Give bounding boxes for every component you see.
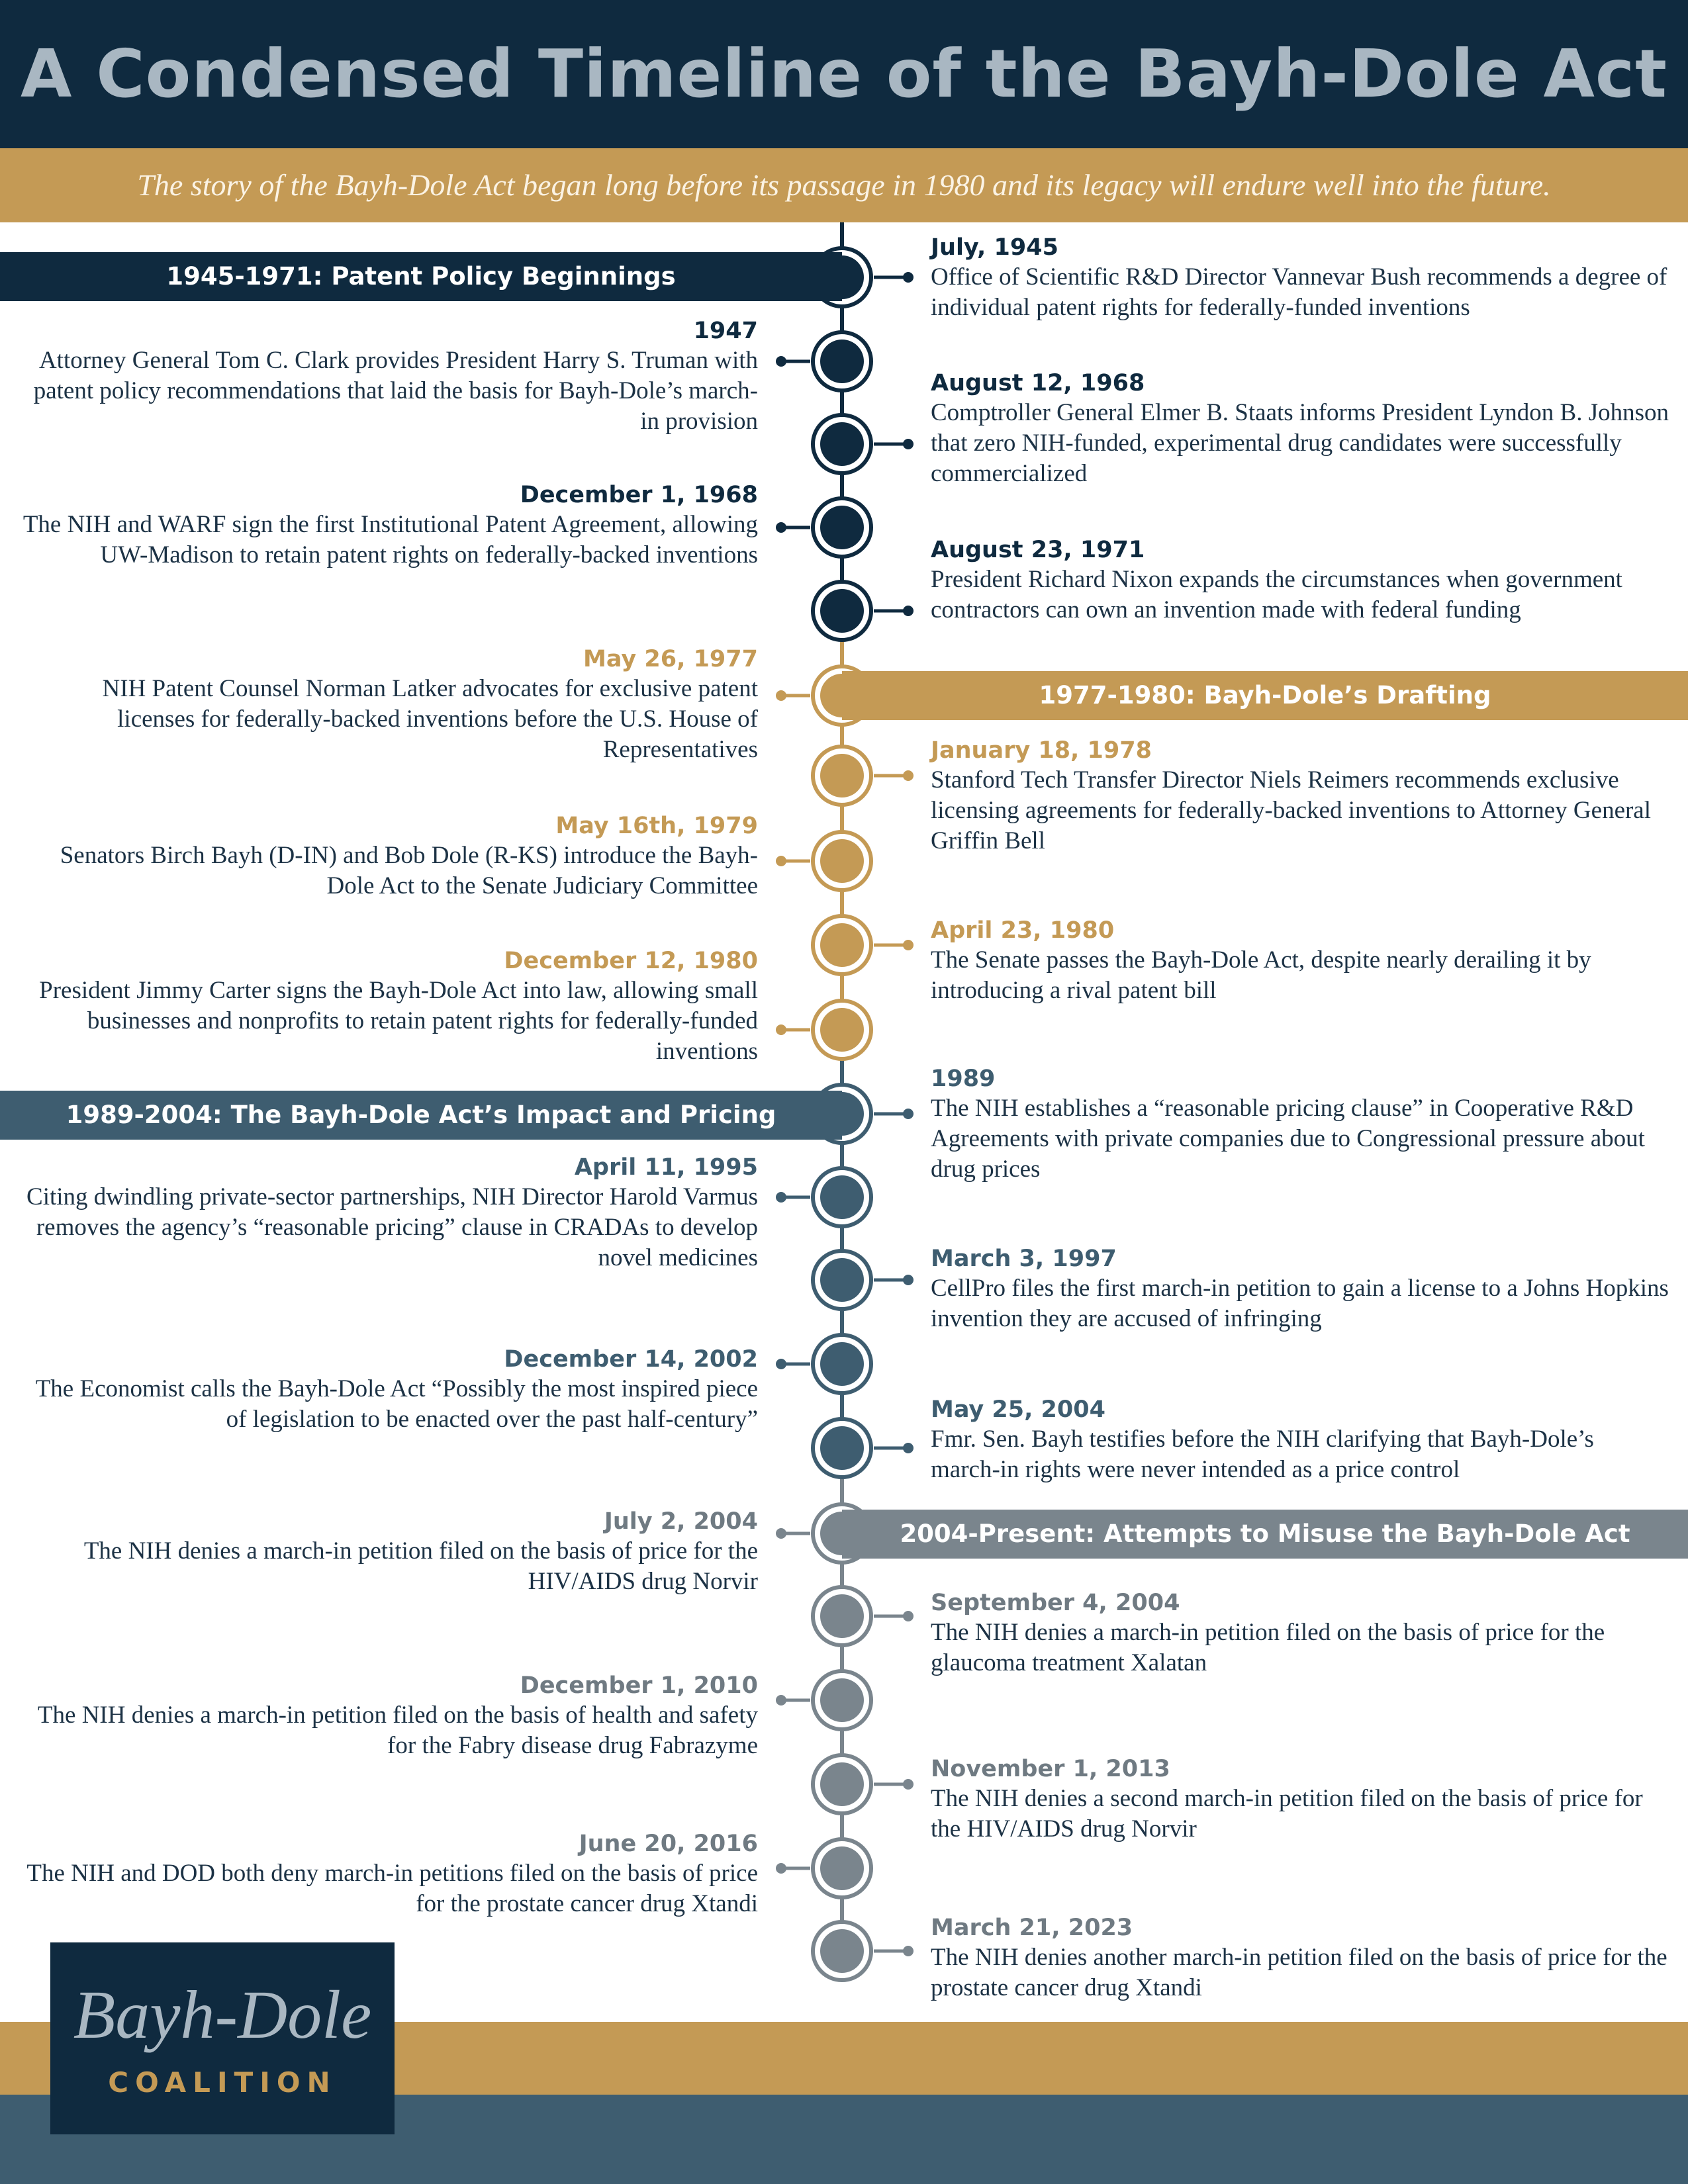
connector-dot — [776, 1024, 786, 1035]
entry-date: December 1, 2010 — [520, 1672, 758, 1699]
connector-dot — [903, 439, 914, 449]
entry-text: President Jimmy Carter signs the Bayh-Dole Act into law, allowing small businesses and nonprofits to retain patent rights for federally-funded inventions — [39, 977, 758, 1065]
connector-dot — [776, 1863, 786, 1874]
logo-subtitle: COALITION — [108, 2066, 337, 2099]
entry-text: President Richard Nixon expands the circumstances when government contractors can own an invention made with federal funding — [931, 566, 1622, 623]
entry-text: Attorney General Tom C. Clark provides President Harry S. Truman with patent policy recommendations that laid the basis for Bayh-Dole’s march-in provision — [33, 347, 758, 435]
timeline-node — [820, 839, 864, 883]
entry-date: March 21, 2023 — [931, 1915, 1133, 1941]
timeline-entry-jul-2-2004 — [20, 1507, 758, 1597]
page-subtitle: The story of the Bayh-Dole Act began long before its passage in 1980 and its legacy will endure well into the future. — [137, 168, 1551, 202]
timeline-node — [820, 1594, 864, 1638]
timeline-entry-mar-21-2023 — [931, 1913, 1669, 2003]
entry-text: Office of Scientific R&D Director Vannevar Bush recommends a degree of individual patent rights for federally-funded inventions — [931, 263, 1667, 321]
entry-date: May 25, 2004 — [931, 1396, 1105, 1423]
connector-dot — [903, 1611, 914, 1621]
bayh-dole-coalition-logo — [50, 1942, 395, 2134]
timeline-node — [820, 923, 864, 967]
timeline-entry-sep-4-2004 — [931, 1588, 1669, 1678]
entry-date: March 3, 1997 — [931, 1246, 1117, 1272]
connector-dot — [776, 1528, 786, 1539]
timeline-node — [820, 1258, 864, 1302]
connector-dot — [903, 770, 914, 781]
timeline-entry-may-26-1977 — [20, 645, 758, 765]
connector-dot — [776, 856, 786, 866]
connector-dot — [903, 1946, 914, 1956]
timeline-entry-july-1945 — [931, 233, 1669, 323]
entry-date: July 2, 2004 — [604, 1508, 758, 1535]
entry-text: Fmr. Sen. Bayh testifies before the NIH clarifying that Bayh-Dole’s march-in rights were never intended as a price control — [931, 1426, 1594, 1483]
entry-date: July, 1945 — [931, 234, 1058, 261]
connector-dot — [903, 1275, 914, 1285]
entry-text: The Senate passes the Bayh-Dole Act, despite nearly derailing it by introducing a rival patent bill — [931, 946, 1591, 1004]
connector-dot — [903, 940, 914, 950]
entry-text: CellPro files the first march-in petition to gain a license to a Johns Hopkins invention they are accused of infringing — [931, 1275, 1669, 1332]
timeline-node — [820, 1929, 864, 1973]
entry-date: August 23, 1971 — [931, 537, 1145, 563]
connector-dot — [776, 1359, 786, 1369]
entry-text: The NIH and WARF sign the first Institutional Patent Agreement, allowing UW-Madison to retain patent rights on federally-backed inventions — [23, 511, 758, 569]
timeline-node — [820, 422, 864, 466]
connector-dot — [903, 1443, 914, 1453]
timeline-node — [820, 1175, 864, 1219]
timeline-entry-dec-12-1980 — [20, 946, 758, 1067]
timeline-node — [820, 589, 864, 633]
page-title: A Condensed Timeline of the Bayh-Dole Act — [21, 35, 1667, 113]
timeline-entry-aug-12-1968 — [931, 369, 1669, 489]
connector-dot — [776, 522, 786, 533]
timeline-node — [820, 1342, 864, 1386]
entry-date: September 4, 2004 — [931, 1590, 1180, 1616]
entry-text: The NIH establishes a “reasonable pricing clause” in Cooperative R&D Agreements with private companies due to Congressional pressure about drug prices — [931, 1095, 1645, 1183]
connector-dot — [776, 356, 786, 367]
logo-wordmark: Bayh-Dole — [73, 1977, 372, 2053]
entry-text: The NIH denies a march-in petition filed on the basis of health and safety for the Fabry disease drug Fabrazyme — [37, 1702, 758, 1759]
entry-text: The NIH denies a march-in petition filed on the basis of price for the HIV/AIDS drug Norvir — [83, 1537, 758, 1595]
timeline-node — [820, 506, 864, 549]
entry-date: January 18, 1978 — [931, 737, 1152, 764]
timeline-entry-jun-20-2016 — [20, 1829, 758, 1919]
timeline-entry-1947 — [20, 316, 758, 437]
timeline-entry-jan-18-1978 — [931, 736, 1669, 856]
entry-text: The NIH denies another march-in petition filed on the basis of price for the prostate cancer drug Xtandi — [931, 1944, 1667, 2001]
timeline-entry-dec-1-2010 — [20, 1671, 758, 1761]
entry-text: NIH Patent Counsel Norman Latker advocates for exclusive patent licenses for federally-backed inventions before the U.S. House of Representatives — [102, 675, 758, 763]
entry-text: Stanford Tech Transfer Director Niels Reimers recommends exclusive licensing agreements for federally-backed inventions to Attorney General Griffin Bell — [931, 766, 1652, 854]
timeline-entry-apr-11-1995 — [20, 1153, 758, 1273]
connector-dot — [903, 1109, 914, 1119]
timeline-node — [820, 340, 864, 383]
section-header-1989-2004: 1989-2004: The Bayh-Dole Act’s Impact and Pricing Arguments — [0, 1091, 842, 1140]
timeline-entry-1989 — [931, 1064, 1669, 1185]
timeline-node — [820, 1008, 864, 1052]
connector-dot — [903, 606, 914, 616]
connector-dot — [776, 1192, 786, 1203]
section-header-1945-1971: 1945-1971: Patent Policy Beginnings — [0, 252, 842, 301]
connector-dot — [903, 1779, 914, 1790]
connector-dot — [776, 690, 786, 701]
section-header-2004-present: 2004-Present: Attempts to Misuse the Bayh-Dole Act — [842, 1510, 1688, 1559]
entry-text: The NIH denies a second march-in petition filed on the basis of price for the HIV/AIDS drug Norvir — [931, 1785, 1643, 1843]
entry-date: November 1, 2013 — [931, 1756, 1170, 1782]
timeline-node — [820, 1678, 864, 1722]
entry-date: August 12, 1968 — [931, 370, 1145, 396]
timeline-entry-may-25-2004 — [931, 1395, 1669, 1485]
entry-text: The NIH and DOD both deny march-in petitions filed on the basis of price for the prostate cancer drug Xtandi — [26, 1860, 758, 1917]
timeline-entry-apr-23-1980 — [931, 916, 1669, 1006]
timeline-entry-nov-1-2013 — [931, 1754, 1669, 1844]
entry-date: December 14, 2002 — [504, 1346, 758, 1373]
timeline-node — [820, 754, 864, 797]
entry-date: 1947 — [693, 318, 758, 344]
entry-date: December 1, 1968 — [520, 482, 758, 508]
timeline-entry-dec-14-2002 — [20, 1345, 758, 1435]
entry-text: Comptroller General Elmer B. Staats informs President Lyndon B. Johnson that zero NIH-funded, experimental drug candidates were successfully commercialized — [931, 399, 1669, 487]
entry-date: 1989 — [931, 1066, 996, 1092]
timeline-node — [820, 1426, 864, 1470]
connector-dot — [903, 272, 914, 283]
timeline-entry-dec-1-1968 — [20, 480, 758, 570]
timeline-node — [820, 1762, 864, 1806]
section-header-1977-1980: 1977-1980: Bayh-Dole’s Drafting — [842, 671, 1688, 720]
connector-dot — [776, 1695, 786, 1706]
entry-date: April 11, 1995 — [574, 1154, 758, 1181]
timeline-node — [820, 1846, 864, 1890]
timeline-entry-aug-23-1971 — [931, 535, 1669, 625]
timeline-entry-may-16-1979 — [20, 811, 758, 901]
entry-date: December 12, 1980 — [504, 948, 758, 974]
entry-date: May 16th, 1979 — [555, 813, 758, 839]
entry-text: The NIH denies a march-in petition filed on the basis of price for the glaucoma treatment Xalatan — [931, 1619, 1605, 1676]
entry-text: Citing dwindling private-sector partnerships, NIH Director Harold Varmus removes the agency’s “reasonable pricing” clause in CRADAs to develop novel medicines — [26, 1183, 758, 1271]
entry-text: Senators Birch Bayh (D-IN) and Bob Dole (R-KS) introduce the Bayh-Dole Act to the Senate Judiciary Committee — [60, 842, 758, 899]
entry-date: April 23, 1980 — [931, 917, 1115, 944]
entry-date: May 26, 1977 — [583, 646, 758, 672]
entry-date: June 20, 2016 — [579, 1831, 758, 1857]
timeline-entry-mar-3-1997 — [931, 1244, 1669, 1334]
entry-text: The Economist calls the Bayh-Dole Act “Possibly the most inspired piece of legislation to be enacted over the past half-century” — [35, 1375, 758, 1433]
